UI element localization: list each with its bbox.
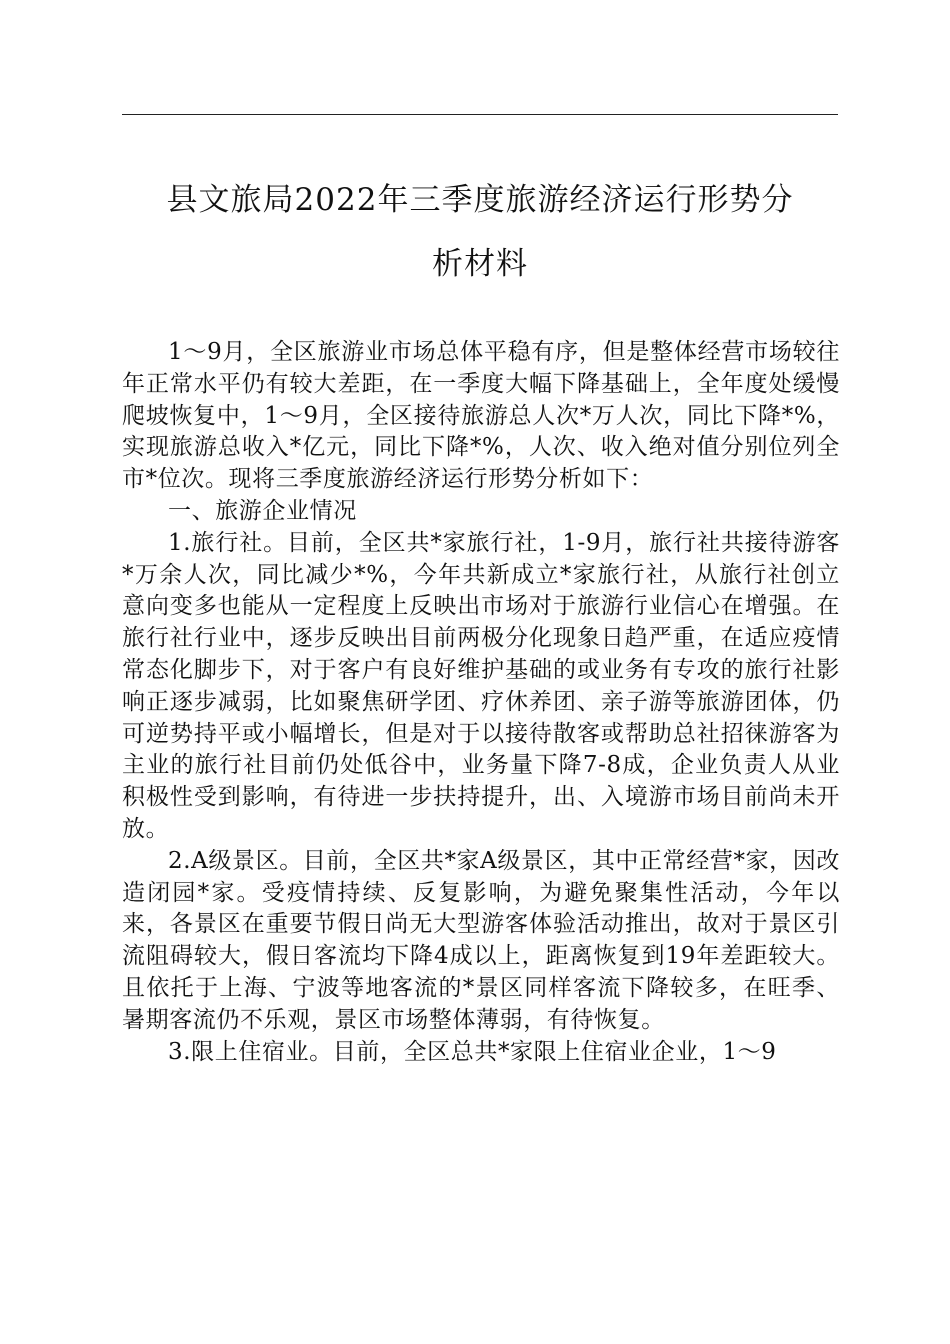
title-line-2: 析材料 xyxy=(432,246,528,282)
section-heading-tourism-enterprises: 一、旅游企业情况 xyxy=(168,497,357,524)
intro-paragraph: 1～9月，全区旅游业市场总体平稳有序，但是整体经营市场较往年正常水平仍有较大差距，在一季度大幅下降基础上，全年度处缓慢爬坡恢复中，1～9月，全区接待旅游总人次*万人次，同比下降*%，实现旅游总收入*亿元，同比下降*%，人次、收入绝对值分别位列全市*位次。现将三季度旅游经济运行形势分析如下： xyxy=(122,339,840,493)
title-line-1: 县文旅局2022年三季度旅游经济运行形势分 xyxy=(166,182,794,218)
document-body xyxy=(122,337,840,1068)
paragraph-accommodation: 3.限上住宿业。目前，全区总共*家限上住宿业企业，1～9 xyxy=(168,1038,777,1065)
document-title xyxy=(122,168,838,296)
header-rule xyxy=(122,114,838,115)
paragraph-travel-agencies: 1.旅行社。目前，全区共*家旅行社，1-9月，旅行社共接待游客*万余人次，同比减少*%，今年共新成立*家旅行社，从旅行社创立意向变多也能从一定程度上反映出市场对于旅游行业信心在增强。在旅行社行业中，逐步反映出目前两极分化现象日趋严重，在适应疫情常态化脚步下，对于客户有良好维护基础的或业务有专攻的旅行社影响正逐步减弱，比如聚焦研学团、疗休养团、亲子游等旅游团体，仍可逆势持平或小幅增长，但是对于以接待散客或帮助总社招徕游客为主业的旅行社目前仍处低谷中，业务量下降7-8成，企业负责人从业积极性受到影响，有待进一步扶持提升，出、入境游市场目前尚未开放。 xyxy=(122,529,840,842)
paragraph-a-level-scenic-spots: 2.A级景区。目前，全区共*家A级景区，其中正常经营*家，因改造闭园*家。受疫情持续、反复影响，为避免聚集性活动，今年以来，各景区在重要节假日尚无大型游客体验活动推出，故对于景区引流阻碍较大，假日客流均下降4成以上，距离恢复到19年差距较大。且依托于上海、宁波等地客流的*景区同样客流下降较多，在旺季、暑期客流仍不乐观，景区市场整体薄弱，有待恢复。 xyxy=(122,847,840,1033)
